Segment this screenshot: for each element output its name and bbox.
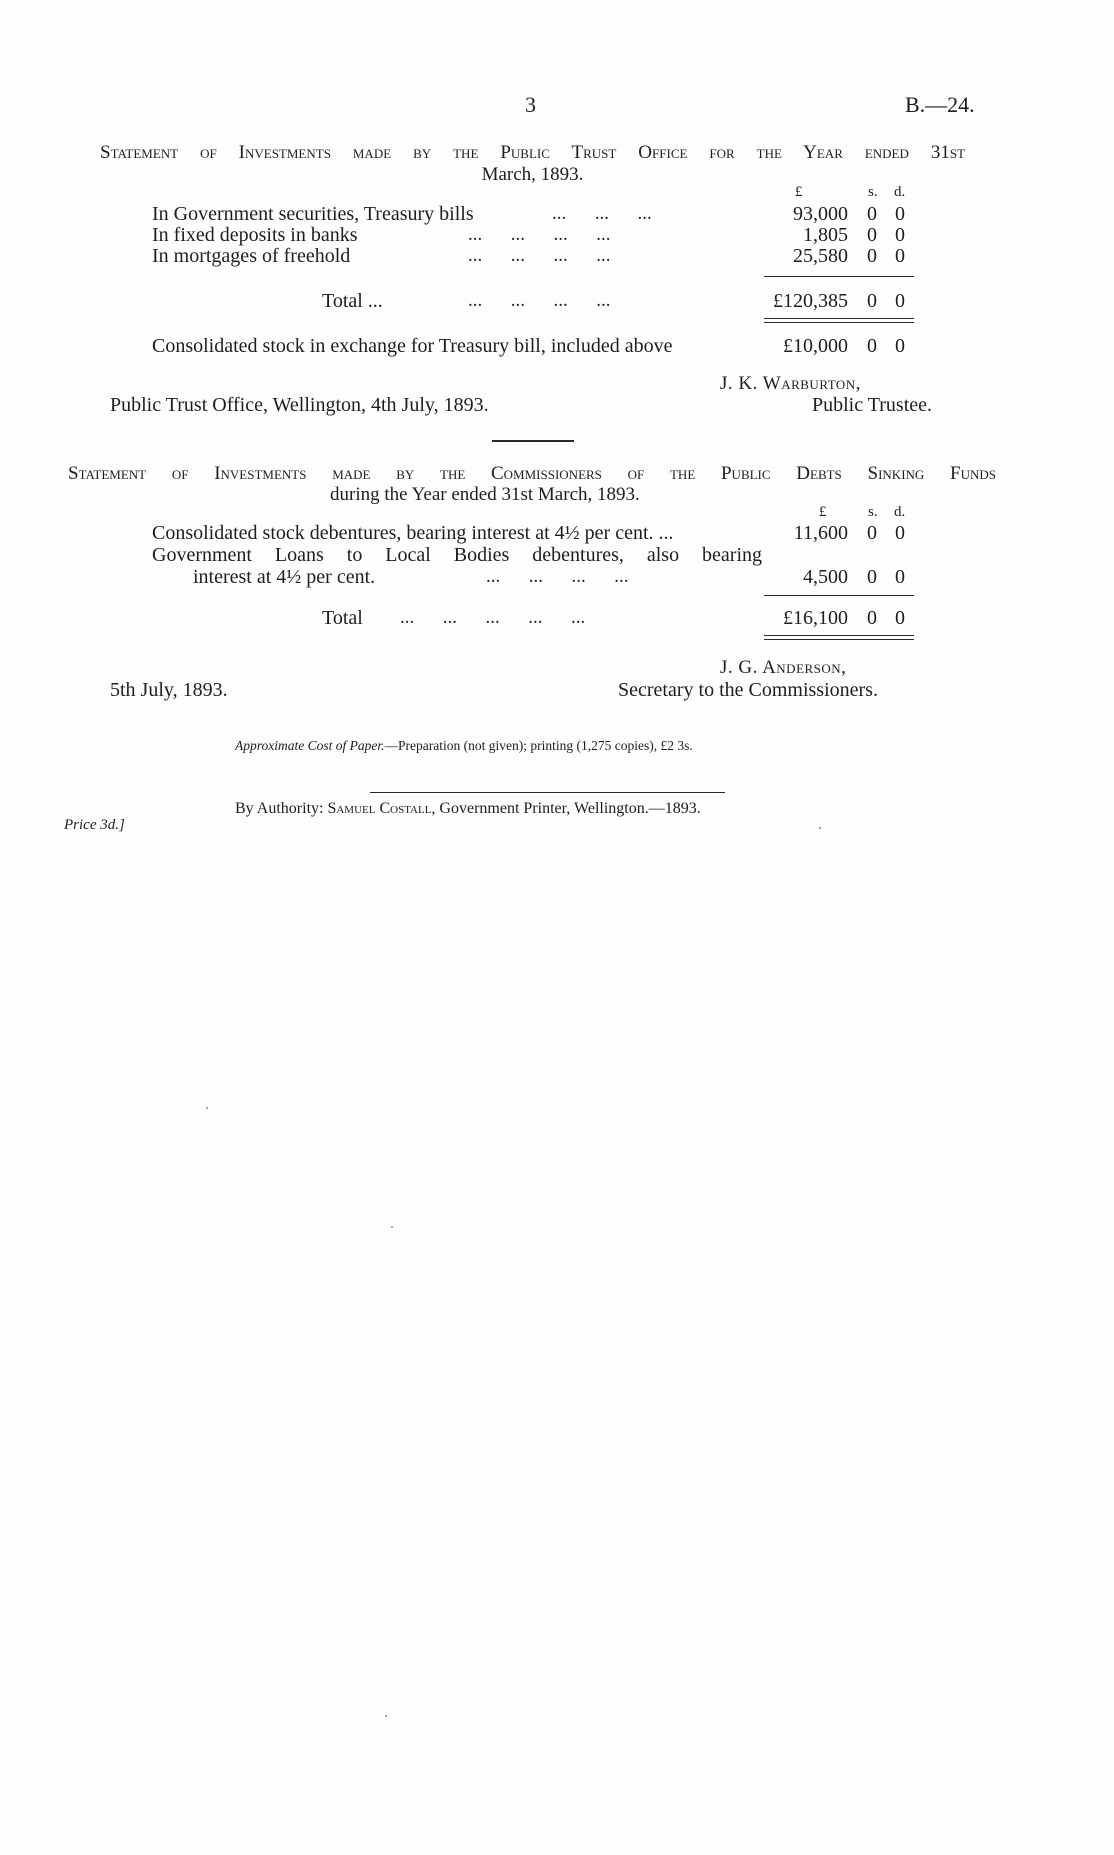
printer-imprint (235, 800, 701, 818)
statement-1-title-line-2: March, 1893. (481, 164, 584, 185)
investment-row-shillings: 0 (867, 245, 877, 267)
signatory-title: Secretary to the Commissioners. (618, 679, 878, 701)
signatory-name: J. G. Anderson, (720, 657, 847, 678)
document-reference: B.—24. (905, 92, 975, 117)
page-number: 3 (525, 92, 536, 117)
cost-of-paper-heading: Approximate Cost of Paper. (235, 738, 385, 753)
total-pounds: £16,100 (783, 607, 848, 629)
consolidated-stock-label: Consolidated stock in exchange for Treasury bill, included above (152, 335, 673, 357)
cost-of-paper-details: —Preparation (not given); printing (1,275 copies), £2 3s. (384, 738, 693, 753)
subtotal-rule (764, 276, 914, 277)
paper-speck (385, 1715, 387, 1717)
leader-dots: ... ... ... ... (486, 566, 629, 587)
place-and-date: Public Trust Office, Wellington, 4th July, 1893. (110, 394, 489, 416)
paper-speck (206, 1107, 208, 1109)
consolidated-stock-pence: 0 (895, 335, 905, 357)
statement-2-title-line-2: during the Year ended 31st March, 1893. (330, 484, 640, 505)
debenture-row-label: Consolidated stock debentures, bearing interest at 4½ per cent. ... (152, 522, 674, 544)
total-double-rule-top (764, 318, 914, 319)
investment-row-shillings: 0 (867, 224, 877, 246)
investment-row-pence: 0 (895, 224, 905, 246)
imprint-suffix: Government Printer, Wellington.—1893. (435, 800, 701, 817)
price-label: Price 3d.] (64, 817, 125, 833)
investment-row-pounds: 25,580 (793, 245, 848, 267)
loans-row-label-line-2: interest at 4½ per cent. (193, 566, 376, 588)
total-pence: 0 (895, 290, 905, 312)
column-pounds-header: £ (819, 504, 827, 520)
investment-row-pence: 0 (895, 203, 905, 225)
signatory-name: J. K. Warburton, (720, 373, 861, 394)
leader-dots: ... ... ... (552, 203, 652, 224)
investment-row-pence: 0 (895, 245, 905, 267)
investment-row-pounds: 1,805 (803, 224, 848, 246)
loans-row-shillings: 0 (867, 566, 877, 588)
statement-1-title: Statement of Investments made by the Public Trust Office for the Year ended 31st (100, 142, 965, 163)
total-label: Total ... (322, 290, 383, 312)
column-shillings-header: s. (868, 504, 878, 520)
imprint-prefix: By Authority: (235, 800, 328, 817)
total-pounds: £120,385 (773, 290, 848, 312)
total-double-rule-top (764, 635, 914, 636)
consolidated-stock-shillings: 0 (867, 335, 877, 357)
investment-row-label: In Government securities, Treasury bills (152, 203, 474, 225)
statement-2-date: 5th July, 1893. (110, 679, 228, 701)
total-pence: 0 (895, 607, 905, 629)
loans-row-pence: 0 (895, 566, 905, 588)
column-pence-header: d. (894, 184, 906, 200)
total-shillings: 0 (867, 290, 877, 312)
total-label: Total (322, 607, 363, 629)
consolidated-stock-pounds: £10,000 (783, 335, 848, 357)
statement-2-title: Statement of Investments made by the Commissioners of the Public Debts Sinking Funds (68, 463, 996, 484)
investment-row-label: In fixed deposits in banks (152, 224, 358, 246)
leader-dots: ... ... ... ... (468, 245, 611, 266)
loans-row-pounds: 4,500 (803, 566, 848, 588)
cost-of-paper-note (235, 738, 693, 754)
footer-rule (370, 792, 725, 793)
leader-dots: ... ... ... ... ... (400, 607, 586, 628)
leader-dots: ... ... ... ... (468, 290, 611, 311)
printer-name: Samuel Costall, (327, 800, 436, 817)
paper-speck (391, 1226, 393, 1228)
column-pounds-header: £ (795, 184, 803, 200)
section-divider (492, 440, 574, 442)
signatory-title: Public Trustee. (812, 394, 933, 416)
debenture-row-pounds: 11,600 (793, 522, 848, 544)
investment-row-pounds: 93,000 (793, 203, 848, 225)
investment-row-label: In mortgages of freehold (152, 245, 351, 267)
investment-row-shillings: 0 (867, 203, 877, 225)
paper-speck (819, 827, 821, 829)
column-pence-header: d. (894, 504, 906, 520)
debenture-row-pence: 0 (895, 522, 905, 544)
column-shillings-header: s. (868, 184, 878, 200)
total-double-rule-bottom (764, 639, 914, 640)
loans-row-label: Government Loans to Local Bodies debentures, also bearing (152, 544, 762, 566)
debenture-row-shillings: 0 (867, 522, 877, 544)
leader-dots: ... ... ... ... (468, 224, 611, 245)
total-double-rule-bottom (764, 322, 914, 323)
total-shillings: 0 (867, 607, 877, 629)
subtotal-rule (764, 595, 914, 596)
